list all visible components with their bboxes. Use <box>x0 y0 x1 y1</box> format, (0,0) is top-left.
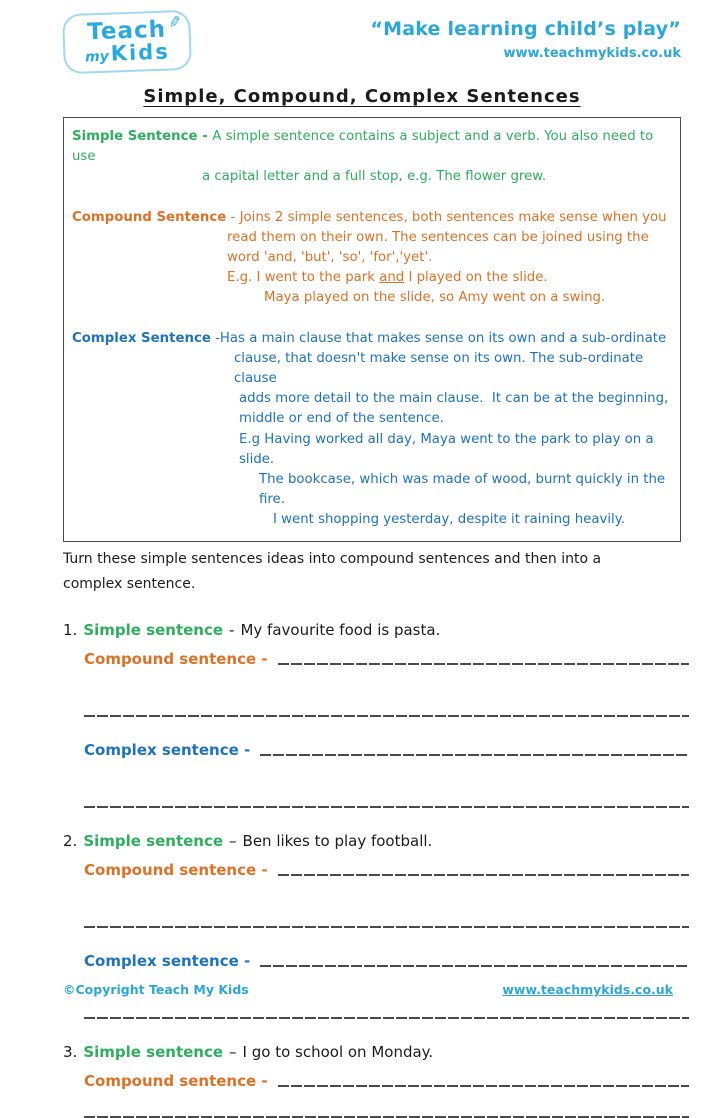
logo-word-my: my <box>84 48 110 66</box>
complex-answer-row <box>63 741 681 759</box>
teach-my-kids-logo <box>62 10 192 74</box>
compound-definition-line1: Compound Sentence - Joins 2 simple sentences, both sentences make sense when you <box>72 209 667 225</box>
writing-line <box>260 754 689 756</box>
complex-definition-example3: I went shopping yesterday, despite it raining heavily. <box>273 512 625 528</box>
header <box>63 12 681 80</box>
compound-definition-example2: Maya played on the slide, so Amy went on a swing. <box>264 290 606 306</box>
simple-sentence-label: Simple sentence <box>83 1043 224 1062</box>
compound-definition-label: Compound Sentence <box>72 209 227 225</box>
complex-definition-line2: clause, that doesn't make sense on its own. The sub-ordinate clause <box>234 350 648 387</box>
exercise-1-heading: 1. Simple sentence - My favourite food is pasta. <box>63 621 441 640</box>
writing-line <box>278 874 689 876</box>
writing-line <box>278 663 689 665</box>
complex-definition-label: Complex Sentence <box>72 330 211 346</box>
footer-website-link[interactable]: www.teachmykids.co.uk <box>502 982 673 997</box>
compound-definition-line3: word 'and, 'but', 'so', 'for','yet'. <box>227 250 433 266</box>
copyright-text: ©Copyright Teach My Kids <box>63 982 249 997</box>
exercise-number: 3. <box>63 1043 78 1062</box>
exercise-number: 1. <box>63 621 78 640</box>
complex-sentence-label: Complex sentence - <box>84 952 251 971</box>
writing-line <box>84 1017 689 1019</box>
exercise-2-heading: 2. Simple sentence – Ben likes to play football. <box>63 832 433 851</box>
header-right <box>370 12 681 61</box>
compound-definition-line2: read them on their own. The sentences can be joined using the <box>227 229 649 245</box>
simple-sentence-label: Simple sentence <box>83 832 224 851</box>
exercise-3-heading: 3. Simple sentence – I go to school on Monday. <box>63 1043 434 1062</box>
writing-line <box>84 926 689 928</box>
header-website-link[interactable]: www.teachmykids.co.uk <box>503 46 681 61</box>
compound-sentence-label: Compound sentence - <box>84 1072 268 1091</box>
writing-line <box>278 1085 689 1087</box>
complex-definition-line3: adds more detail to the main clause. It can be at the beginning, <box>239 391 669 407</box>
compound-answer-row <box>63 861 681 879</box>
writing-line <box>260 965 689 967</box>
exercise-3 <box>63 1043 681 1118</box>
definitions-box <box>63 117 681 542</box>
writing-line <box>84 715 689 717</box>
simple-sentence-label: Simple sentence <box>83 621 224 640</box>
writing-line <box>84 806 689 808</box>
compound-answer-row <box>63 650 681 668</box>
exercise-1 <box>63 621 681 808</box>
compound-sentence-label: Compound sentence - <box>84 861 268 880</box>
logo-word-teach: Teach <box>86 16 167 46</box>
exercise-sentence: I go to school on Monday. <box>242 1043 434 1062</box>
compound-answer-row <box>63 1072 681 1090</box>
complex-definition-line4: middle or end of the sentence. <box>239 411 444 427</box>
compound-sentence-label: Compound sentence - <box>84 650 268 669</box>
simple-definition-line2: a capital letter and a full stop, e.g. The flower grew. <box>202 169 547 185</box>
instructions-text: Turn these simple sentences ideas into compound sentences and then into a complex sentence. <box>63 550 602 592</box>
compound-definition-example1: E.g. I went to the park and I played on the slide. <box>227 270 548 286</box>
complex-sentence-label: Complex sentence - <box>84 741 251 760</box>
page-title: Simple, Compound, Complex Sentences <box>143 86 581 107</box>
logo-word-kids: Kids <box>110 39 171 66</box>
pencil-icon: ✎ <box>164 13 185 30</box>
exercise-sentence: My favourite food is pasta. <box>240 621 441 640</box>
complex-definition-line1: Complex Sentence -Has a main clause that makes sense on its own and a sub-ordinate <box>72 330 667 346</box>
simple-definition-line1: Simple Sentence - A simple sentence contains a subject and a verb. You also need to use <box>72 129 658 165</box>
complex-answer-row <box>63 952 681 970</box>
complex-definition-example1: E.g Having worked all day, Maya went to the park to play on a slide. <box>239 431 658 467</box>
footer <box>63 982 673 997</box>
complex-definition-example2: The bookcase, which was made of wood, burnt quickly in the fire. <box>259 472 670 508</box>
simple-definition-label: Simple Sentence <box>72 129 198 144</box>
exercise-sentence: Ben likes to play football. <box>242 832 433 851</box>
tagline: “Make learning child’s play” <box>370 18 681 40</box>
exercise-number: 2. <box>63 832 78 851</box>
